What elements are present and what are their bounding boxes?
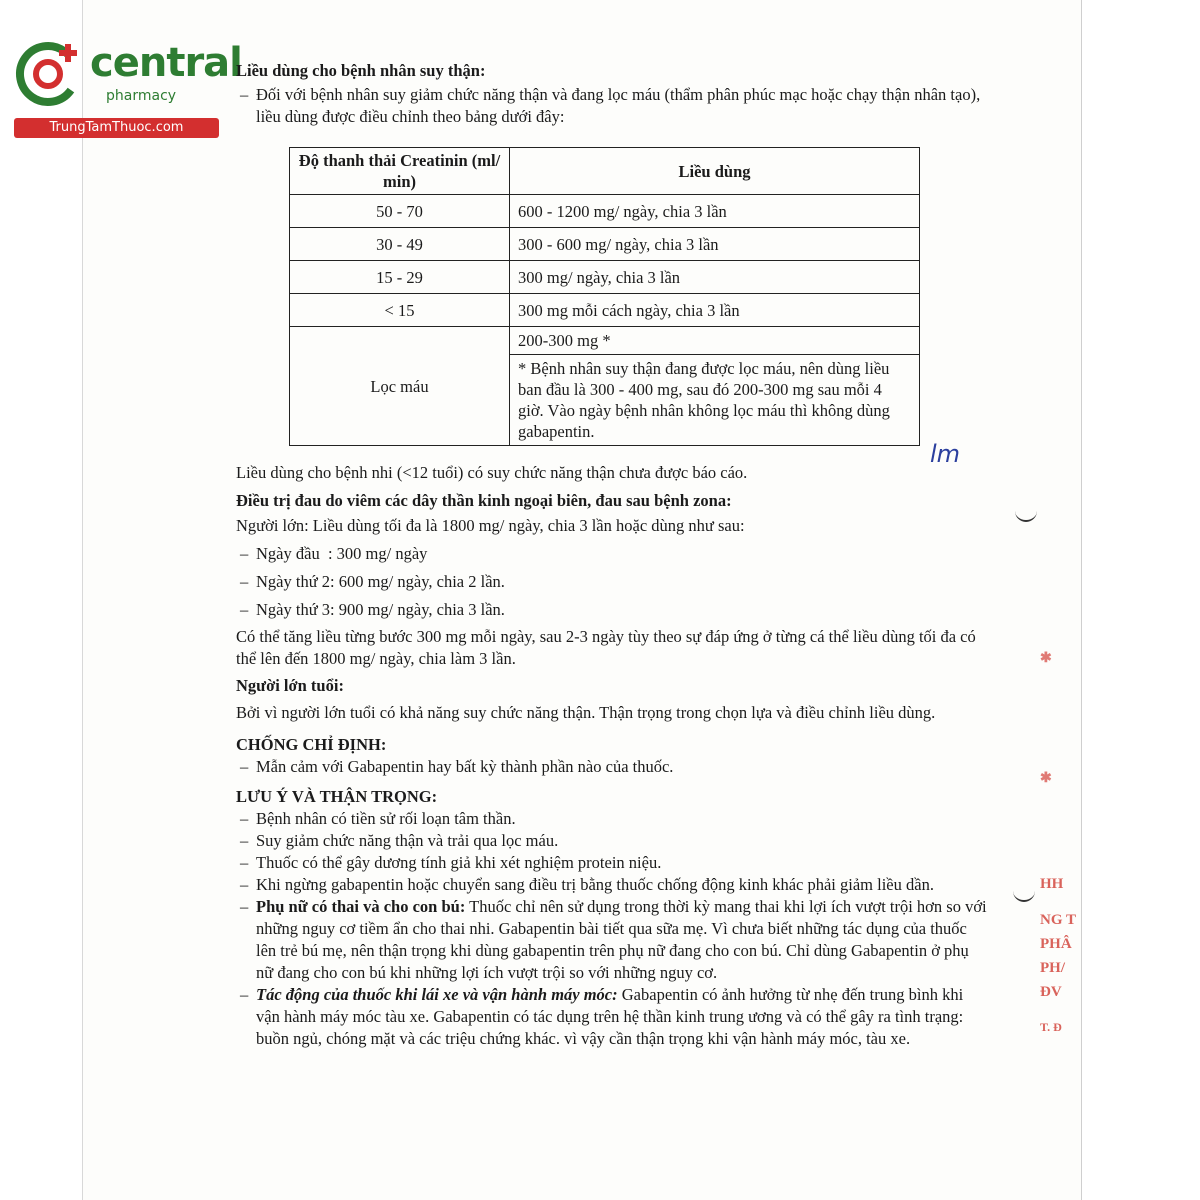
contraindication-item: – Mẫn cảm với Gabapentin hay bất kỳ thành phần nào của thuốc.: [236, 756, 988, 778]
dialysis-note-cell: * Bệnh nhân suy thận đang được lọc máu, nên dùng liều ban đầu là 300 - 400 mg, sau đó 200-300 mg sau mỗi 4 giờ. Vào ngày bệnh nhân không lọc máu thì không dùng gabapentin.: [510, 355, 920, 446]
stamp-mark: ✱: [1040, 771, 1052, 786]
document-text-lower: [236, 462, 988, 1050]
elderly-heading: Người lớn tuổi:: [236, 676, 344, 695]
contraindications-heading: CHỐNG CHỈ ĐỊNH:: [236, 735, 387, 754]
precaution-item: – Bệnh nhân có tiền sử rối loạn tâm thần.: [236, 808, 988, 830]
table-row: [290, 261, 920, 294]
driving-label: Tác động của thuốc khi lái xe và vận hành máy móc:: [256, 985, 618, 1004]
document-text: [236, 60, 988, 128]
clearance-cell: 15 - 29: [290, 261, 510, 294]
dose-cell: 300 mg mỗi cách ngày, chia 3 lần: [510, 294, 920, 327]
dose-cell: 600 - 1200 mg/ ngày, chia 3 lần: [510, 195, 920, 228]
punch-hole: [1013, 888, 1035, 902]
pediatric-note: Liều dùng cho bệnh nhi (<12 tuổi) có suy chức năng thận chưa được báo cáo.: [236, 463, 748, 482]
dose-day-1: – Ngày đầu : 300 mg/ ngày: [236, 543, 988, 565]
renal-dose-table: [289, 147, 920, 446]
clearance-cell: < 15: [290, 294, 510, 327]
dialysis-dose-cell: 200-300 mg *: [510, 327, 920, 355]
handwritten-signature: lm: [930, 440, 961, 468]
stamp-fragment: T. Đ: [1040, 1020, 1062, 1034]
neuropathic-heading: Điều trị đau do viêm các dây thần kinh ngoại biên, đau sau bệnh zona:: [236, 491, 732, 510]
renal-intro: – Đối với bệnh nhân suy giảm chức năng thận và đang lọc máu (thẩm phân phúc mạc hoặc chạy thận nhân tạo), liều dùng được điều chỉnh theo bảng dưới đây:: [236, 84, 988, 128]
table-row: [290, 294, 920, 327]
elderly-text: Bởi vì người lớn tuổi có khả năng suy chức năng thận. Thận trọng trong chọn lựa và điều chỉnh liều dùng.: [236, 703, 936, 722]
dialysis-label-cell: Lọc máu: [290, 327, 510, 446]
clearance-cell: 50 - 70: [290, 195, 510, 228]
pregnancy-label: Phụ nữ có thai và cho con bú:: [256, 897, 466, 916]
logo-name: central: [90, 40, 242, 86]
col-header-dose: Liều dùng: [510, 148, 920, 195]
table-row: [290, 228, 920, 261]
stamp-fragment: NG T: [1040, 912, 1076, 928]
logo-url[interactable]: TrungTamThuoc.com: [14, 118, 219, 138]
dose-cell: 300 - 600 mg/ ngày, chia 3 lần: [510, 228, 920, 261]
dose-day-3: – Ngày thứ 3: 900 mg/ ngày, chia 3 lần.: [236, 599, 988, 621]
stamp-fragment: ĐV: [1040, 984, 1062, 1000]
titration-text: Có thể tăng liều từng bước 300 mg mỗi ngày, sau 2-3 ngày tùy theo sự đáp ứng ở từng cá thể liều dùng tối đa có thể lên đến 1800 mg/ ngày, chia làm 3 lần.: [236, 627, 976, 668]
pregnancy-text: Thuốc chỉ nên sử dụng trong thời kỳ mang thai khi lợi ích vượt trội hơn so với những nguy cơ tiềm ẩn cho thai nhi. Gabapentin bài tiết qua sữa mẹ. Vì chưa biết những tác dụng của thuốc lên trẻ bú mẹ, nên thận trọng khi dùng gabapentin trên phụ nữ đang cho con bú. Chỉ dùng Gabapentin ở phụ nữ đang cho con bú khi những lợi ích vượt trội so với những nguy cơ.: [256, 897, 987, 982]
dose-cell: 300 mg/ ngày, chia 3 lần: [510, 261, 920, 294]
precautions-heading: LƯU Ý VÀ THẬN TRỌNG:: [236, 787, 438, 806]
precaution-item: – Khi ngừng gabapentin hoặc chuyển sang điều trị bằng thuốc chống động kinh khác phải giảm liều dần.: [236, 874, 988, 896]
pharmacy-cross-icon: [10, 38, 90, 118]
pregnancy-paragraph: [236, 896, 988, 984]
stamp-fragment: PHÂ: [1040, 936, 1072, 952]
renal-heading: Liều dùng cho bệnh nhân suy thận:: [236, 61, 486, 80]
dose-day-2: – Ngày thứ 2: 600 mg/ ngày, chia 2 lần.: [236, 571, 988, 593]
clearance-cell: 30 - 49: [290, 228, 510, 261]
logo-subtitle: pharmacy: [106, 88, 177, 104]
table-row: [290, 195, 920, 228]
driving-text: Gabapentin có ảnh hưởng từ nhẹ đến trung bình khi vận hành máy móc tàu xe. Gabapentin có tác dụng trên hệ thần kinh trung ương và có thể gây ra tình trạng: buồn ngủ, chóng mặt và các triệu chứng khác. vì vậy cần thận trọng khi vận hành máy móc, tàu xe.: [256, 985, 964, 1048]
table-row-dialysis: [290, 327, 920, 355]
stamp-fragment: PH/: [1040, 960, 1065, 976]
precaution-item: – Thuốc có thể gây dương tính giả khi xét nghiệm protein niệu.: [236, 852, 988, 874]
stamp-mark: ✱: [1040, 651, 1052, 666]
punch-hole: [1015, 508, 1037, 522]
col-header-clearance: Độ thanh thải Creatinin (ml/ min): [290, 148, 510, 195]
table-header-row: [290, 148, 920, 195]
driving-paragraph: [236, 984, 988, 1050]
neuropathic-adult-line: Người lớn: Liều dùng tối đa là 1800 mg/ ngày, chia 3 lần hoặc dùng như sau:: [236, 516, 745, 535]
precaution-item: – Suy giảm chức năng thận và trải qua lọc máu.: [236, 830, 988, 852]
stamp-fragment: HH: [1040, 876, 1064, 892]
central-pharmacy-logo[interactable]: [10, 38, 242, 138]
